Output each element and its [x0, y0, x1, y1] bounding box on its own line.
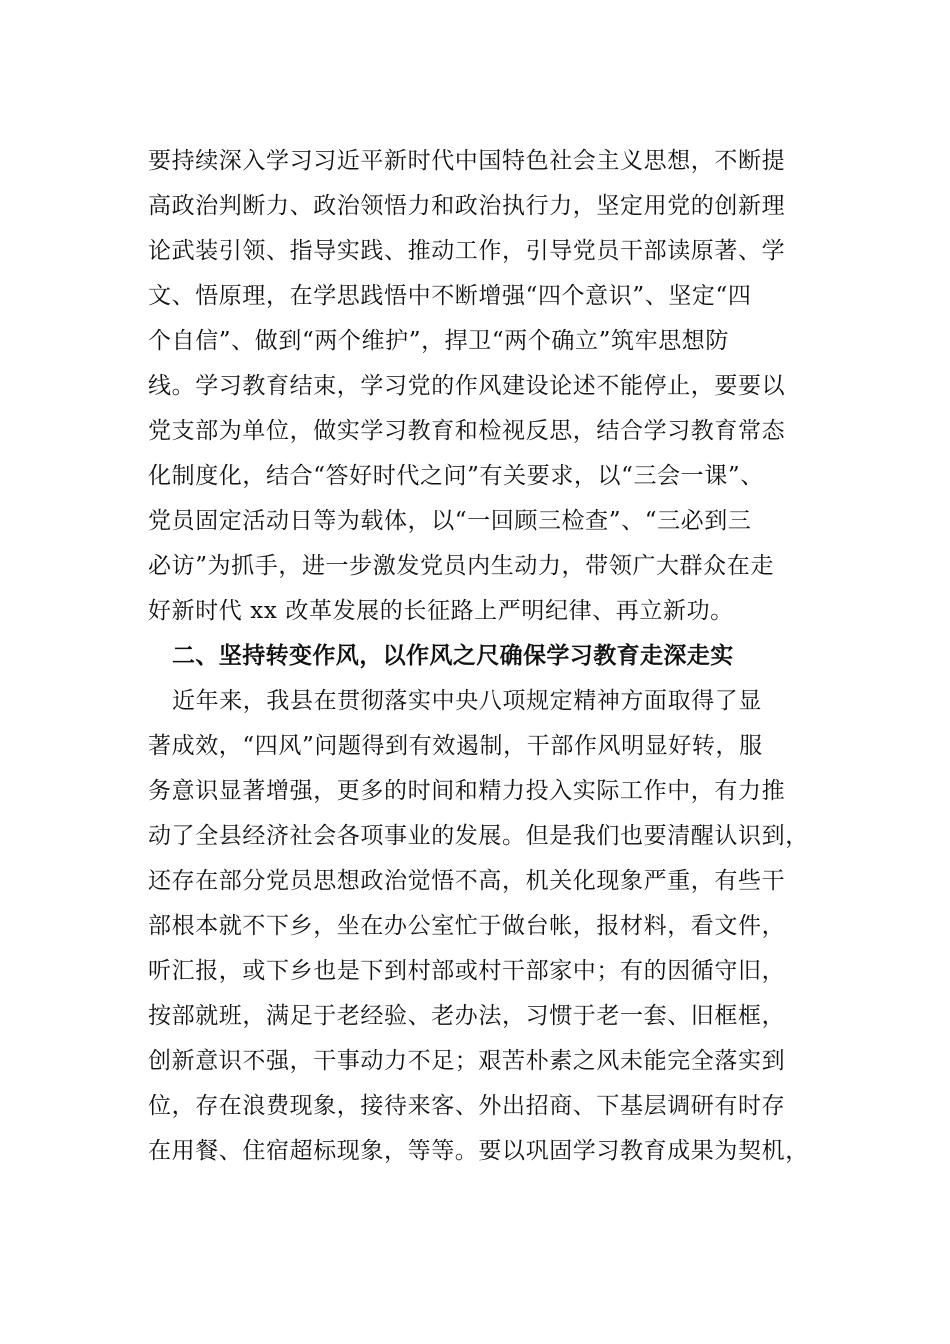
paragraph-2-line-11: 在用餐、住宿超标现象，等等。要以巩固学习教育成果为契机，	[148, 1138, 809, 1164]
paragraph-2-line-6: 部根本就不下乡，坐在办公室忙于做台帐，报材料，看文件，	[148, 913, 786, 939]
section-heading-2: 二、坚持转变作风，以作风之尺确保学习教育走深走实	[172, 643, 734, 669]
paragraph-1-line-11: 好新时代 xx 改革发展的长征路上严明纪律、再立新功。	[148, 598, 734, 624]
paragraph-2-line-5: 还存在部分党员思想政治觉悟不高，机关化现象严重，有些干	[148, 868, 786, 894]
paragraph-1-line-6: 线。学习教育结束，学习党的作风建设论述不能停止，要要以	[148, 373, 786, 399]
paragraph-1-line-3: 论武装引领、指导实践、推动工作，引导党员干部读原著、学	[148, 238, 786, 264]
paragraph-1-line-1: 要持续深入学习习近平新时代中国特色社会主义思想，不断提	[148, 148, 786, 174]
paragraph-2-line-2: 著成效，“四风”问题得到有效遏制，干部作风明显好转，服	[148, 733, 763, 759]
paragraph-1-line-9: 党员固定活动日等为载体，以“一回顾三检查”、“三必到三	[148, 508, 752, 534]
paragraph-2-line-8: 按部就班，满足于老经验、老办法，习惯于老一套、旧框框，	[148, 1003, 786, 1029]
paragraph-2-line-1: 近年来，我县在贯彻落实中央八项规定精神方面取得了显	[172, 688, 762, 714]
paragraph-1-line-4: 文、悟原理，在学思践悟中不断增强“四个意识”、坚定“四	[148, 283, 752, 309]
paragraph-2-line-3: 务意识显著增强，更多的时间和精力投入实际工作中，有力推	[148, 778, 786, 804]
paragraph-1-line-2: 高政治判断力、政治领悟力和政治执行力，坚定用党的创新理	[148, 193, 786, 219]
paragraph-1-line-7: 党支部为单位，做实学习教育和检视反思，结合学习教育常态	[148, 418, 786, 444]
paragraph-2-line-7: 听汇报，或下乡也是下到村部或村干部家中；有的因循守旧，	[148, 958, 786, 984]
paragraph-1-line-5: 个自信”、做到“两个维护”，捍卫“两个确立”筑牢思想防	[148, 328, 729, 354]
paragraph-1-line-10: 必访”为抓手，进一步激发党员内生动力，带领广大群众在走	[148, 553, 774, 579]
paragraph-1-line-8: 化制度化，结合“答好时代之问”有关要求，以“三会一课”、	[148, 463, 764, 489]
paragraph-2-line-4: 动了全县经济社会各项事业的发展。但是我们也要清醒认识到，	[148, 823, 809, 849]
paragraph-2-line-9: 创新意识不强，干事动力不足；艰苦朴素之风未能完全落实到	[148, 1048, 786, 1074]
paragraph-2-line-10: 位，存在浪费现象，接待来客、外出招商、下基层调研有时存	[148, 1093, 786, 1119]
